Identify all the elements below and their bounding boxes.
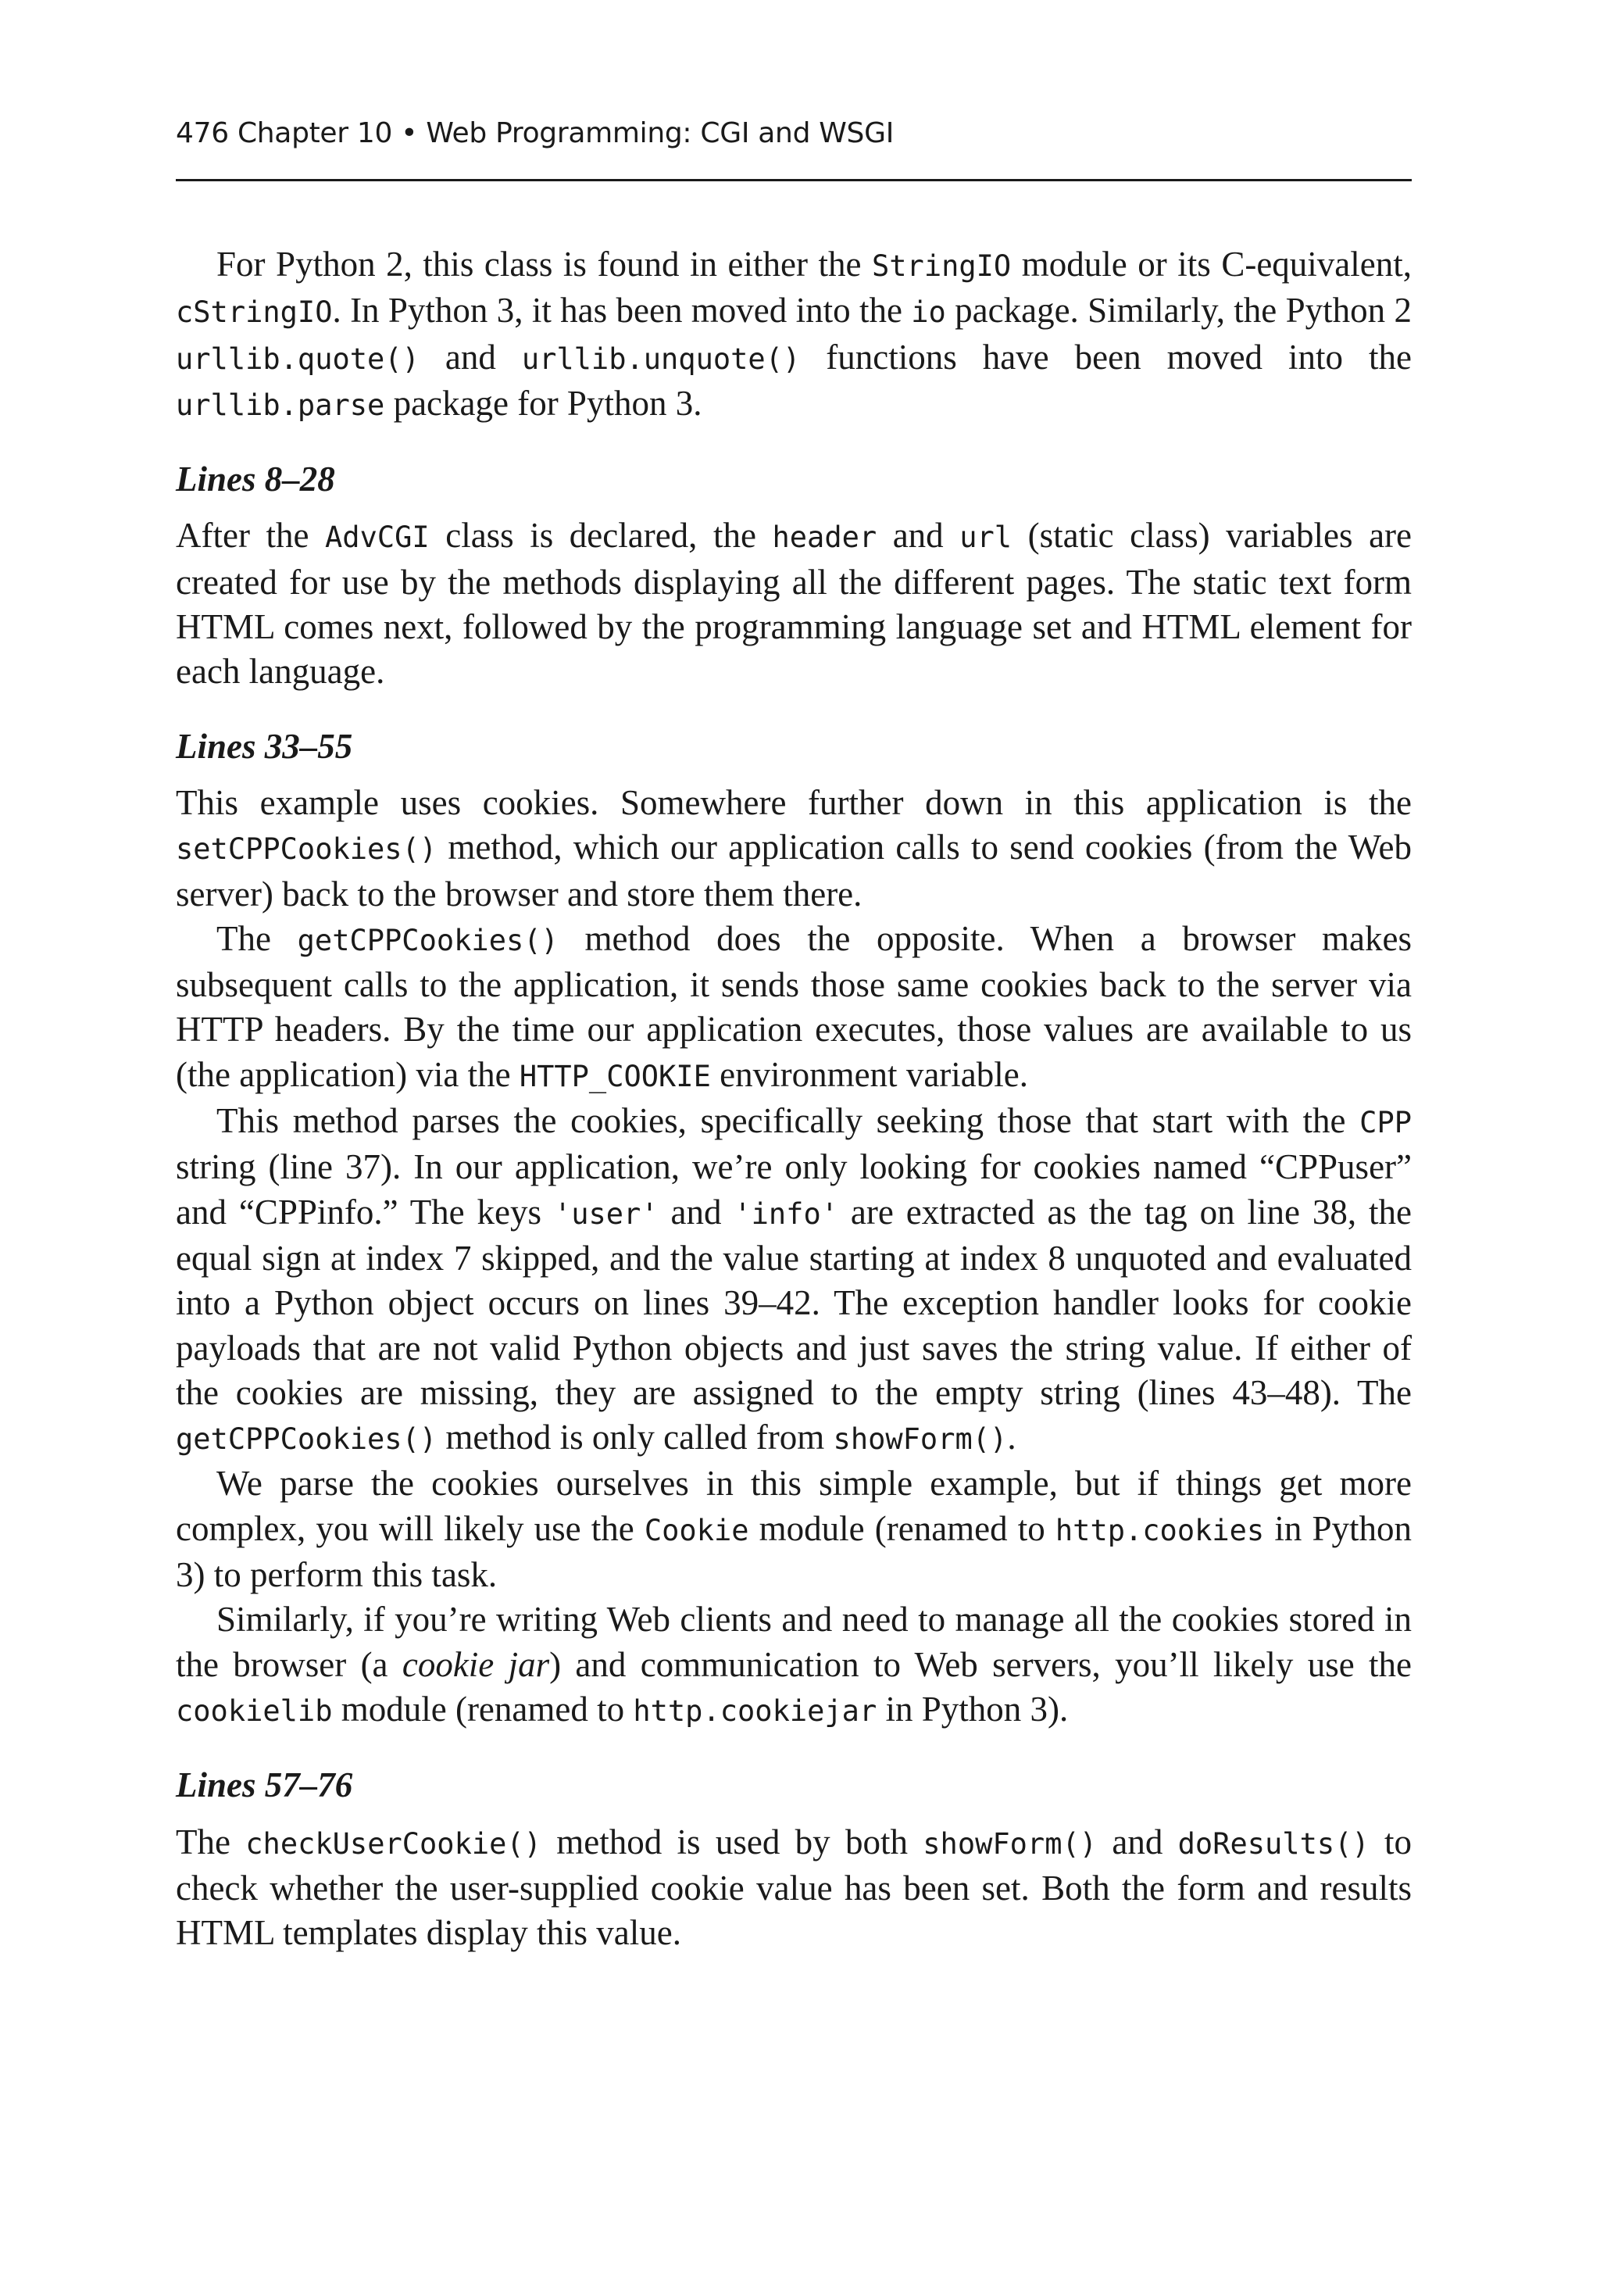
inline-code: 'user' <box>553 1196 659 1231</box>
inline-code: header <box>772 520 877 555</box>
inline-code: http.cookiejar <box>633 1693 877 1728</box>
lines-33-55-paragraph-3: This method parses the cookies, specifically seeking those that start with the CPP string (line 37). In our application, we’re only looking for cookies named “CPPuser” and “CPPinfo.” The keys 'user' and 'info' are extracted as the tag on line 38, the equal sign at index 7 skipped, and the value starting at index 8 unquoted and evaluated into a Python object occurs on lines 39–42. The exception handler looks for cookie payloads that are not valid Python objects and just saves the string value. If either of the cookies are missing, they are assigned to the empty string (lines 43–48). The getCPPCookies() method is only called from showForm(). <box>176 1101 1412 1457</box>
inline-code: doResults() <box>1177 1826 1370 1861</box>
inline-code: urllib.unquote() <box>521 342 801 376</box>
intro-paragraph: For Python 2, this class is found in either the StringIO module or its C-equivalent, cStringIO. In Python 3, it has been moved into the io package. Similarly, the Python 2 urllib.quote() and urllib.unquote() functions have been moved into the urllib.parse package for Python 3. <box>176 245 1412 423</box>
italic-term: cookie jar <box>402 1644 550 1684</box>
lines-33-55-paragraph-2: The getCPPCookies() method does the opposite. When a browser makes subsequent calls to the application, it sends those same cookies back to the server via HTTP headers. By the time our application executes, those values are available to us (the application) via the HTTP_COOKIE environment variable. <box>176 918 1412 1094</box>
inline-code: AdvCGI <box>325 520 430 555</box>
inline-code: cStringIO <box>176 295 333 330</box>
lines-57-76-paragraph: The checkUserCookie() method is used by both showForm() and doResults() to check whether the user-supplied cookie value has been set. Both the form and results HTML templates display this value. <box>176 1822 1412 1953</box>
lines-33-55-paragraph-1: This example uses cookies. Somewhere further down in this application is the setCPPCookies() method, which our application calls to send cookies (from the Web server) back to the browser and store them there. <box>176 782 1412 914</box>
lines-8-28-paragraph: After the AdvCGI class is declared, the header and url (static class) variables are created for use by the methods displaying all the different pages. The static text form HTML comes next, followed by the programming language set and HTML element for each language. <box>176 516 1412 692</box>
inline-code: http.cookies <box>1055 1513 1265 1547</box>
section-heading-lines-33-55: Lines 33–55 <box>176 726 353 766</box>
inline-code: showForm() <box>923 1826 1098 1861</box>
running-head: 476 Chapter 10 • Web Programming: CGI and WSGI <box>176 117 895 149</box>
inline-code: url <box>959 520 1012 555</box>
lines-33-55-paragraph-4: We parse the cookies ourselves in this simple example, but if things get more complex, you will likely use the Cookie module (renamed to http.cookies in Python 3) to perform this task. <box>176 1464 1412 1595</box>
inline-code: StringIO <box>872 249 1012 283</box>
inline-code: urllib.parse <box>176 388 385 422</box>
section-heading-lines-57-76: Lines 57–76 <box>176 1765 353 1805</box>
inline-code: showForm() <box>833 1422 1008 1457</box>
inline-code: CPP <box>1359 1106 1412 1140</box>
inline-code: cookielib <box>176 1693 333 1728</box>
page-body <box>176 242 1412 1955</box>
inline-code: getCPPCookies() <box>297 923 559 957</box>
inline-code: io <box>911 295 946 330</box>
inline-code: getCPPCookies() <box>176 1422 438 1457</box>
inline-code: 'info' <box>734 1196 839 1231</box>
inline-code: HTTP_COOKIE <box>519 1059 711 1093</box>
section-heading-lines-8-28: Lines 8–28 <box>176 460 335 499</box>
inline-code: Cookie <box>644 1513 749 1547</box>
inline-code: checkUserCookie() <box>245 1826 541 1861</box>
header-rule <box>176 179 1412 181</box>
inline-code: urllib.quote() <box>176 342 420 376</box>
inline-code: setCPPCookies() <box>176 832 438 867</box>
lines-33-55-paragraph-5: Similarly, if you’re writing Web clients and need to manage all the cookies stored in the browser (a cookie jar) and communication to Web servers, you’ll likely use the cookielib module (renamed to http.cookiejar in Python 3). <box>176 1600 1412 1729</box>
